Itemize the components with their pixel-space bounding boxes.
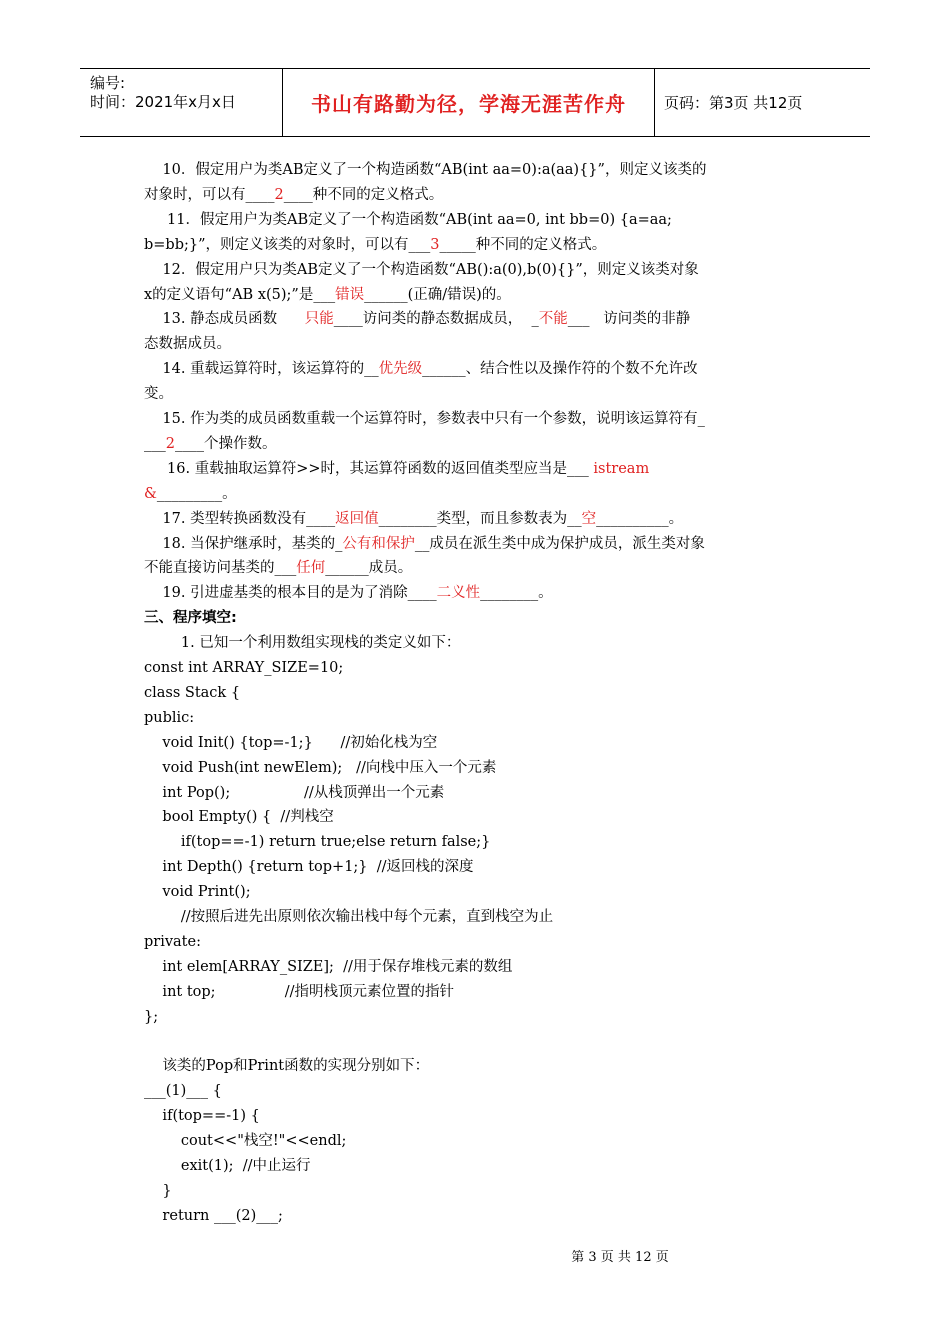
answer-text: 不能 bbox=[538, 311, 568, 328]
text-line bbox=[144, 508, 834, 530]
line-text: } bbox=[144, 1182, 172, 1199]
line-text: int top; //指明栈顶元素位置的指针 bbox=[144, 983, 454, 1000]
section-heading: 三、程序填空: bbox=[144, 610, 237, 627]
line-text: x的定义语句“AB x(5);”是___ bbox=[144, 286, 336, 303]
line-text: ___ 访问类的非静 bbox=[567, 311, 691, 328]
answer-text: 二义性 bbox=[436, 585, 481, 602]
text-line bbox=[144, 1105, 834, 1127]
text-line bbox=[144, 408, 834, 430]
answer-text: 返回值 bbox=[335, 510, 379, 527]
text-line bbox=[144, 308, 834, 330]
text-line bbox=[144, 1006, 834, 1028]
text-line bbox=[144, 607, 834, 629]
text-line bbox=[144, 433, 834, 455]
text-line bbox=[144, 234, 834, 256]
line-text: 1. 已知一个利用数组实现栈的类定义如下： bbox=[144, 635, 461, 652]
text-line bbox=[144, 707, 834, 729]
text-line bbox=[144, 981, 834, 1003]
text-line bbox=[144, 732, 834, 754]
text-line bbox=[144, 533, 834, 555]
header-info bbox=[80, 69, 282, 136]
answer-text: 3 bbox=[430, 236, 440, 253]
line-text: 对象时，可以有____ bbox=[144, 186, 275, 203]
text-line bbox=[144, 682, 834, 704]
header-date: 时间：2021年x月x日 bbox=[90, 93, 236, 111]
text-line bbox=[144, 333, 834, 355]
text-line bbox=[144, 184, 834, 206]
line-text: ___(1)___ { bbox=[144, 1083, 222, 1100]
answer-text: 公有和保护 bbox=[342, 535, 415, 552]
text-line bbox=[144, 657, 834, 679]
line-text: exit(1); //中止运行 bbox=[144, 1158, 311, 1174]
text-line bbox=[144, 632, 834, 654]
text-line bbox=[144, 483, 834, 505]
answer-text: 只能 bbox=[304, 311, 334, 328]
text-line bbox=[144, 159, 834, 181]
text-line bbox=[144, 582, 834, 604]
line-text: _________。 bbox=[156, 485, 237, 502]
text-line bbox=[144, 1155, 834, 1177]
line-text: 变。 bbox=[144, 386, 173, 403]
line-text: ________。 bbox=[480, 585, 553, 602]
page-footer bbox=[0, 1246, 950, 1265]
answer-text: 2 bbox=[165, 435, 175, 452]
line-text: if(top==-1) return true;else return false;} bbox=[144, 834, 491, 851]
footer-page-number: 第 3 页 共 12 页 bbox=[571, 1250, 669, 1265]
answer-text: 任何 bbox=[296, 560, 326, 577]
text-line bbox=[144, 931, 834, 953]
line-text: b=bb;}”，则定义该类的对象时，可以有___ bbox=[144, 236, 431, 253]
text-line bbox=[144, 831, 834, 853]
header-number-label: 编号: bbox=[90, 74, 126, 92]
line-text: ____种不同的定义格式。 bbox=[283, 186, 444, 203]
text-line bbox=[144, 956, 834, 978]
line-text: int elem[ARRAY_SIZE]; //用于保存堆栈元素的数组 bbox=[144, 958, 513, 975]
line-text: 16. 重载抽取运算符>>时，其运算符函数的返回值类型应当是___ bbox=[144, 460, 594, 477]
line-text: ___ bbox=[144, 435, 166, 452]
text-line bbox=[144, 209, 834, 231]
line-text: if(top==-1) { bbox=[144, 1108, 260, 1125]
line-text: ____访问类的静态数据成员， _ bbox=[333, 311, 539, 328]
answer-text: 2 bbox=[274, 186, 284, 203]
line-text: 17. 类型转换函数没有____ bbox=[144, 510, 336, 527]
header-motto: 书山有路勤为径，学海无涯苦作舟 bbox=[311, 92, 626, 116]
text-line bbox=[144, 1180, 834, 1202]
line-text: 15. 作为类的成员函数重载一个运算符时，参数表中只有一个参数，说明该运算符有_ bbox=[144, 411, 705, 427]
line-text: const int ARRAY_SIZE=10; bbox=[144, 660, 344, 676]
line-text: ______成员。 bbox=[325, 560, 413, 577]
line-text: int Pop(); //从栈顶弹出一个元素 bbox=[144, 784, 445, 801]
page-header bbox=[80, 68, 870, 137]
text-line bbox=[144, 1080, 834, 1102]
answer-text: 优先级 bbox=[378, 361, 423, 378]
text-line bbox=[144, 358, 834, 380]
line-text: __________。 bbox=[596, 510, 684, 527]
text-line bbox=[144, 1055, 834, 1077]
text-line bbox=[144, 458, 834, 480]
text-line bbox=[144, 259, 834, 281]
line-text: ____个操作数。 bbox=[174, 435, 277, 452]
text-line bbox=[144, 557, 834, 579]
line-text: void Init() {top=-1;} //初始化栈为空 bbox=[144, 734, 438, 751]
answer-text: 空 bbox=[581, 510, 597, 527]
line-text: _____种不同的定义格式。 bbox=[439, 236, 607, 253]
line-text: 态数据成员。 bbox=[144, 336, 231, 353]
line-text: bool Empty() { //判栈空 bbox=[144, 809, 334, 826]
line-text: return ___(2)___; bbox=[144, 1207, 283, 1224]
line-text: 12．假定用户只为类AB定义了一个构造函数“AB():a(0),b(0){}”，则定义该类对象 bbox=[144, 261, 699, 278]
text-line bbox=[144, 757, 834, 779]
line-text: ______(正确/错误)的。 bbox=[364, 286, 511, 303]
line-text: int Depth() {return top+1;} //返回栈的深度 bbox=[144, 859, 474, 876]
text-line bbox=[144, 1205, 834, 1227]
text-line bbox=[144, 806, 834, 828]
line-text: 11．假定用户为类AB定义了一个构造函数“AB(int aa=0, int bb=0) {a=aa; bbox=[144, 211, 672, 228]
answer-text: 错误 bbox=[335, 286, 365, 303]
line-text: cout<<"栈空!"<<endl; bbox=[144, 1133, 347, 1150]
line-text: 10．假定用户为类AB定义了一个构造函数“AB(int aa=0):a(aa){}”，则定义该类的 bbox=[144, 162, 707, 178]
line-text: }; bbox=[144, 1008, 159, 1025]
answer-text: istream bbox=[593, 460, 650, 477]
text-line bbox=[144, 881, 834, 903]
line-text: void Push(int newElem); //向栈中压入一个元素 bbox=[144, 759, 497, 776]
line-text: __成员在派生类中成为保护成员，派生类对象 bbox=[414, 535, 705, 552]
text-line bbox=[144, 1130, 834, 1152]
header-page-number: 页码：第3页 共12页 bbox=[664, 94, 803, 112]
text-line bbox=[144, 383, 834, 405]
text-line bbox=[144, 284, 834, 306]
line-text: //按照后进先出原则依次输出栈中每个元素，直到栈空为止 bbox=[144, 909, 554, 925]
line-text: 该类的Pop和Print函数的实现分别如下： bbox=[144, 1058, 430, 1075]
text-line bbox=[144, 782, 834, 804]
line-text: 不能直接访问基类的___ bbox=[144, 560, 297, 577]
line-text: 14. 重载运算符时，该运算符的__ bbox=[144, 361, 379, 378]
line-text: ________类型，而且参数表为__ bbox=[378, 510, 582, 527]
text-line bbox=[144, 856, 834, 878]
line-text: public: bbox=[144, 709, 195, 726]
line-text: class Stack { bbox=[144, 684, 241, 701]
answer-text: & bbox=[144, 485, 157, 502]
header-divider bbox=[654, 69, 655, 136]
line-text: private: bbox=[144, 933, 201, 950]
line-text: 18. 当保护继承时，基类的_ bbox=[144, 535, 343, 552]
line-text: 13. 静态成员函数 bbox=[144, 311, 305, 328]
text-line bbox=[144, 906, 834, 928]
line-text: void Print(); bbox=[144, 884, 251, 901]
line-text: 19. 引进虚基类的根本目的是为了消除____ bbox=[144, 585, 437, 602]
line-text: ______、结合性以及操作符的个数不允许改 bbox=[422, 361, 698, 378]
